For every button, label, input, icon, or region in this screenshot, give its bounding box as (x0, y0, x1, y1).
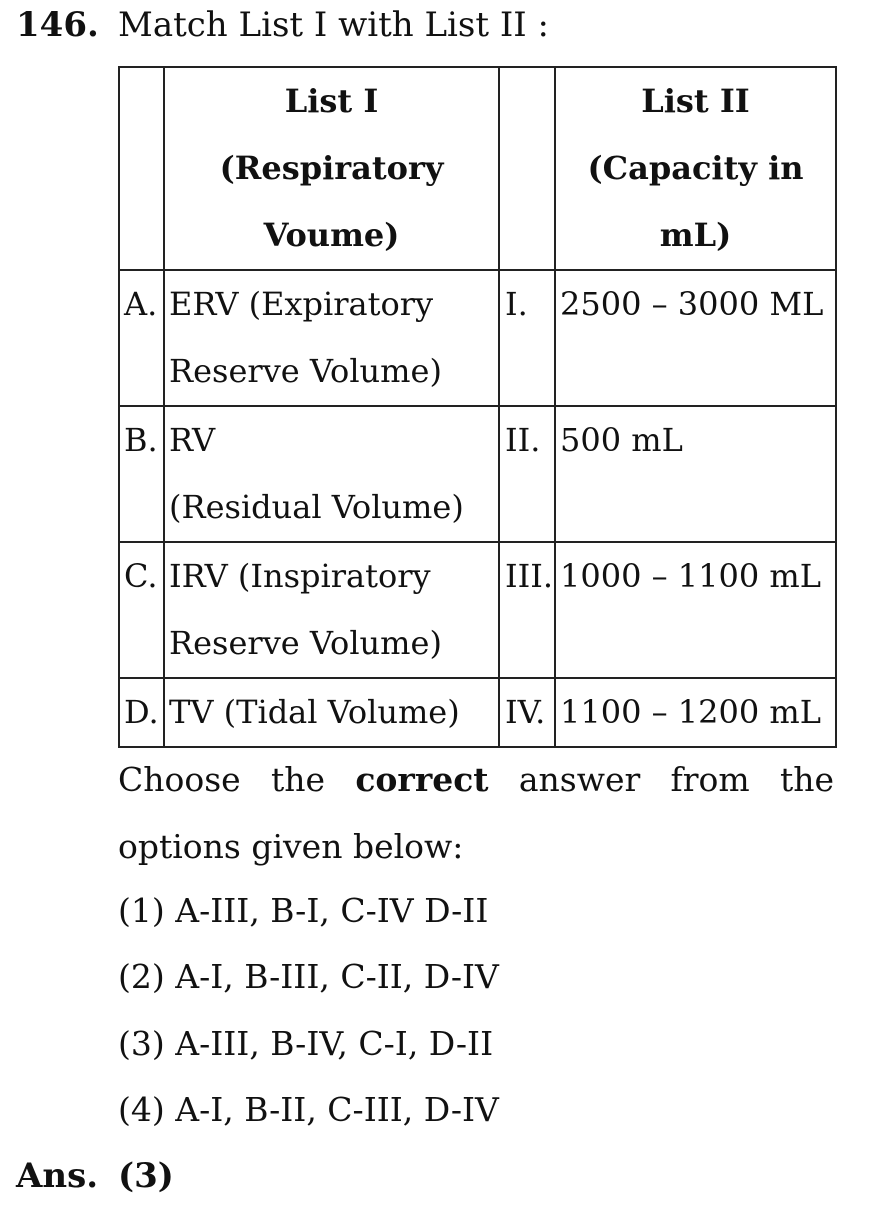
list2-value: 2500 – 3000 ML (555, 270, 836, 406)
list2-value: 1100 – 1200 mL (555, 678, 836, 747)
instruction-bold: correct (355, 760, 489, 799)
list1-item (164, 270, 499, 406)
list1-subtitle-line2: Voume) (263, 216, 400, 254)
table-row (119, 542, 836, 678)
list1-item-line1: IRV (Inspiratory (169, 557, 431, 595)
question-number: 146. (16, 5, 99, 45)
list1-item-line1: ERV (Expiratory (169, 285, 434, 323)
list1-item-line2: Reserve Volume) (169, 352, 442, 390)
row-numeral: I. (499, 270, 555, 406)
list2-header (555, 67, 836, 270)
list2-subtitle-line2: mL) (659, 216, 732, 254)
row-letter: B. (119, 406, 164, 542)
match-table (118, 66, 837, 748)
list2-value: 1000 – 1100 mL (555, 542, 836, 678)
list1-item-line1: RV (169, 421, 216, 459)
instruction-after: answer from the options given below: (118, 760, 835, 866)
instruction-before: Choose the (118, 760, 356, 799)
header-blank-cell (499, 67, 555, 270)
table-row (119, 678, 836, 747)
list1-item-line1: TV (Tidal Volume) (169, 693, 460, 731)
list2-title: List II (641, 82, 750, 120)
list1-item-line2: (Residual Volume) (169, 488, 464, 526)
table-row (119, 270, 836, 406)
list1-item (164, 678, 499, 747)
list1-title: List I (284, 82, 379, 120)
row-letter: C. (119, 542, 164, 678)
question-text: Match List I with List II : (118, 5, 549, 45)
list1-item-line2: Reserve Volume) (169, 624, 442, 662)
header-blank-cell (119, 67, 164, 270)
answer-value: (3) (118, 1156, 174, 1196)
list1-subtitle-line1: (Respiratory (219, 149, 444, 187)
option-2: (2) A-I, B-III, C-II, D-IV (118, 957, 499, 996)
table-header-row (119, 67, 836, 270)
answer-label: Ans. (16, 1156, 99, 1196)
row-letter: A. (119, 270, 164, 406)
row-numeral: IV. (499, 678, 555, 747)
table-row (119, 406, 836, 542)
list1-item (164, 542, 499, 678)
row-letter: D. (119, 678, 164, 747)
row-numeral: II. (499, 406, 555, 542)
row-numeral: III. (499, 542, 555, 678)
option-3: (3) A-III, B-IV, C-I, D-II (118, 1024, 494, 1063)
list1-item (164, 406, 499, 542)
option-4: (4) A-I, B-II, C-III, D-IV (118, 1090, 499, 1129)
list2-subtitle-line1: (Capacity in (587, 149, 804, 187)
option-1: (1) A-III, B-I, C-IV D-II (118, 891, 489, 930)
list2-value: 500 mL (555, 406, 836, 542)
instruction-text (118, 746, 834, 880)
list1-header (164, 67, 499, 270)
